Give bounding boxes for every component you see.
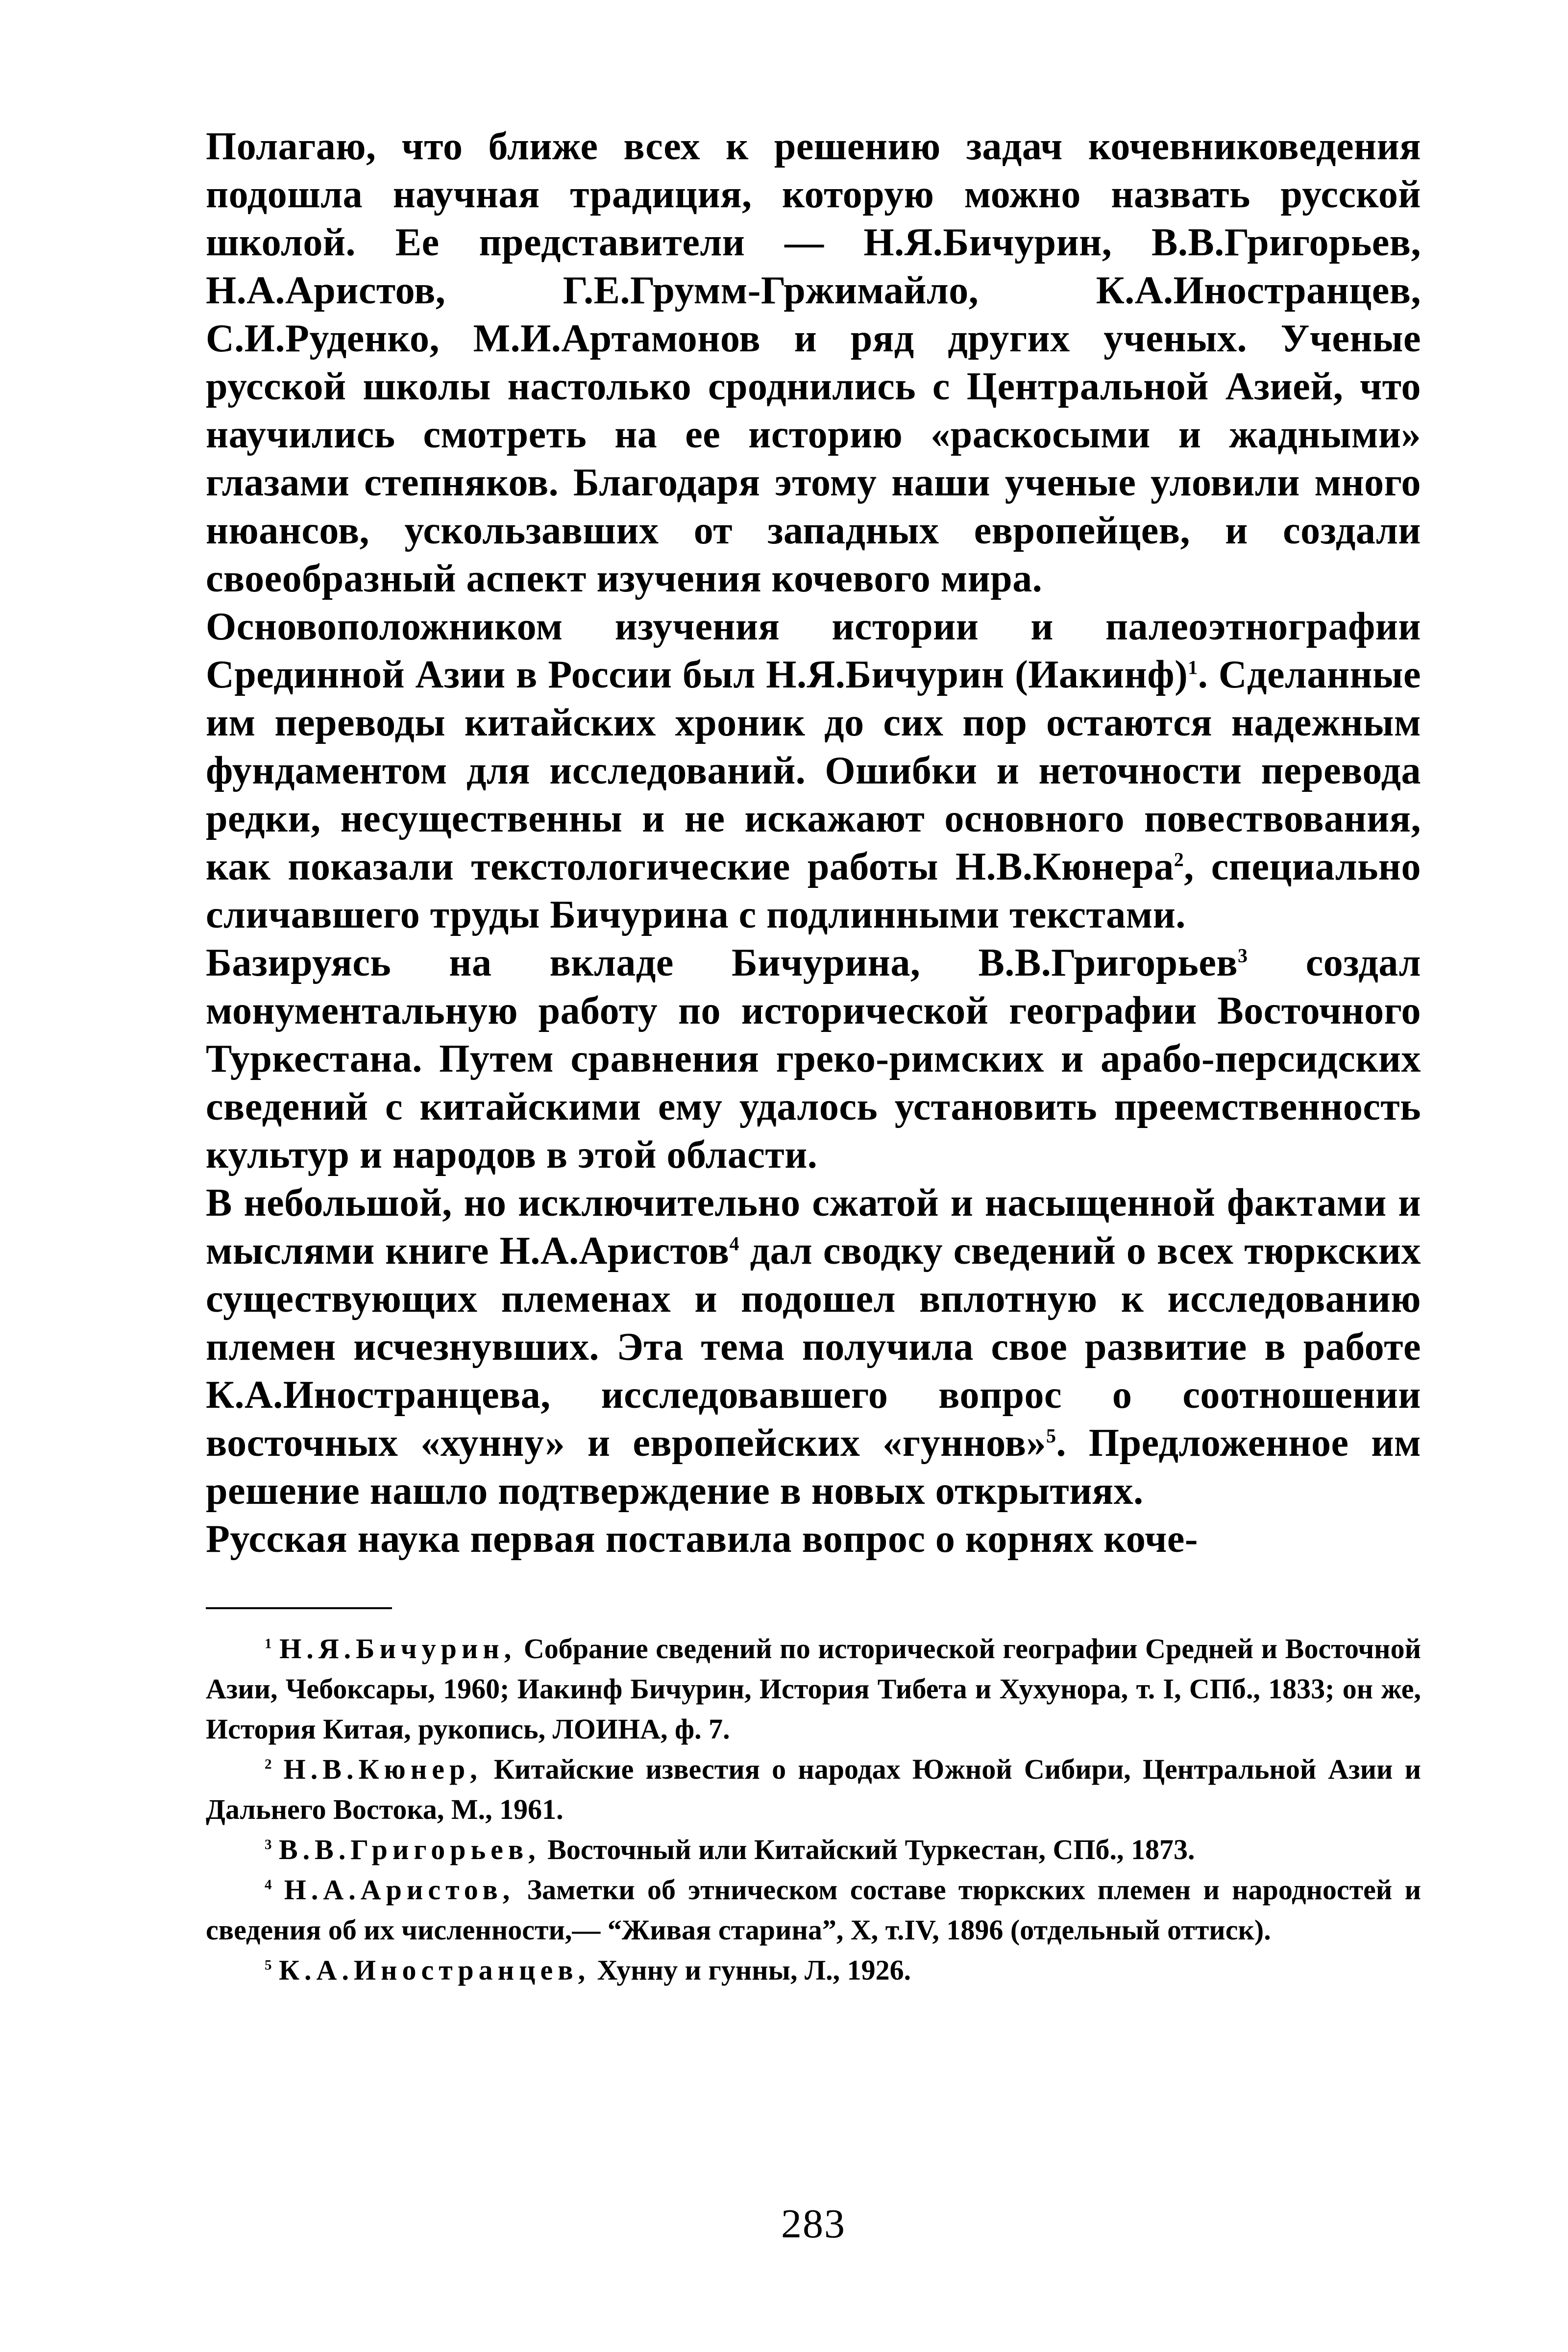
paragraph-2-end: , специально сличавшего труды Бичурина с подлинными текстами. (206, 845, 1421, 936)
footnote-2-author: Н.В.Кюнер, (283, 1753, 482, 1785)
paragraph-4-end: . Предложенное им решение нашло подтверждение в новых открытиях. (206, 1421, 1421, 1513)
footnote-4-mark: 4 (265, 1877, 272, 1893)
footnotes (206, 1629, 1421, 1990)
footnote-4-author: Н.А.Аристов, (284, 1874, 515, 1906)
footnote-ref-4: 4 (729, 1232, 739, 1255)
paragraph-5 (206, 1515, 1421, 1563)
footnote-1-text: Собрание сведений по исторической географии Средней и Восточной Азии, Чебоксары, 1960; Иакинф Бичурин, История Тибета и Хухунора, т. I, СПб., 1833; он же, История Китая, рукопись, ЛОИНА, ф. 7. (206, 1633, 1421, 1745)
footnote-5-author: К.А.Иностранцев, (279, 1954, 590, 1986)
paragraph-1-text: Полагаю, что ближе всех к решению задач кочевниковедения подошла научная традиция, которую можно назвать русской школой. Ее представители — Н.Я.Бичурин, В.В.Григорьев, Н.А.Аристов, Г.Е.Грумм-Гржимайло, К.А.Иностранцев, С.И.Руденко, М.И.Артамонов и ряд других ученых. Ученые русской школы настолько сроднились с Центральной Азией, что научились смотреть на ее историю «раскосыми и жадными» глазами степняков. Благодаря этому наши ученые уловили много нюансов, ускользавших от западных европейцев, и создали своеобразный аспект изучения кочевого мира. (206, 125, 1421, 600)
footnote-ref-1: 1 (1188, 656, 1198, 679)
footnote-separator (206, 1607, 392, 1609)
paragraph-3 (206, 939, 1421, 1179)
paragraph-2: Основоположником изучения истории и палеоэтнографии Срединной Азии в России был Н.Я.Бичурин (Иакинф)$^1$. Сделанные им переводы китайских хроник до сих пор остаются надежным фундаментом для исследований. Ошибки и неточности перевода редки, несущественны и не искажают основного повествования, как показали текстологические работы Н.В.Кюнера$^2$, специально сличавшего труды Бичурина с подлинными текстами. (206, 605, 1421, 936)
footnote-ref-3: 3 (1238, 944, 1248, 967)
paragraph-3-text: Базируясь на вкладе Бичурина, В.В.Григорьев (206, 941, 1238, 984)
paragraph-4 (206, 1179, 1421, 1515)
paragraph-4-text: В небольшой, но исключительно сжатой и насыщенной фактами и мыслями книге Н.А.Аристов (206, 1181, 1421, 1273)
footnote-1-mark: 1 (265, 1636, 272, 1652)
footnote-2-mark: 2 (265, 1756, 272, 1772)
footnote-3-text: Восточный или Китайский Туркестан, СПб., 1873. (540, 1834, 1195, 1865)
footnote-4-text: Заметки об этническом составе тюркских племен и народностей и сведения об их численности,— “Живая старина”, X, т.IV, 1896 (отдельный оттиск). (206, 1874, 1421, 1946)
footnote-4 (206, 1870, 1421, 1950)
footnote-ref-2: 2 (1174, 848, 1184, 871)
paragraph-4-cont: дал сводку сведений о всех тюркских существующих племенах и подошел вплотную к исследованию племен исчезнувших. Эта тема получила свое развитие в работе К.А.Иностранцева, исследовавшего вопрос о соотношении восточных «хунну» и европейских «гуннов» (206, 1229, 1421, 1465)
main-text (206, 122, 1421, 1563)
footnote-ref-5: 5 (1046, 1424, 1056, 1447)
paragraph-5-text: Русская наука первая поставила вопрос о корнях коче- (206, 1518, 1199, 1561)
paragraph-3-cont: создал монументальную работу по исторической географии Восточного Туркестана. Путем сравнения греко-римских и арабо-персидских сведений с китайскими ему удалось установить преемственность культур и народов в этой области. (206, 941, 1421, 1176)
paragraph-2-text: Основоположником изучения истории и палеоэтнографии Срединной Азии в России был Н.Я.Бичурин (Иакинф) (206, 605, 1421, 696)
footnote-2 (206, 1749, 1421, 1830)
footnote-5 (206, 1950, 1421, 1990)
page-number: 283 (781, 2201, 846, 2247)
paragraph-1 (206, 122, 1421, 603)
footnote-2-text: Китайские известия о народах Южной Сибири, Центральной Азии и Дальнего Востока, М., 1961. (206, 1753, 1421, 1825)
footnote-5-text: Хунну и гунны, Л., 1926. (590, 1954, 911, 1986)
book-page (206, 122, 1421, 2328)
paragraph-2-cont: Сделанные им переводы китайских хроник до сих пор остаются надежным фундаментом для исследований. Ошибки и неточности перевода редки, несущественны и не искажают основного повествования, как показали текстологические работы Н.В.Кюнера (206, 653, 1421, 888)
footnote-3-author: В.В.Григорьев, (279, 1834, 540, 1865)
footnote-1 (206, 1629, 1421, 1749)
footnote-3-mark: 3 (265, 1837, 272, 1853)
footnote-1-author: Н.Я.Бичурин, (279, 1633, 516, 1665)
footnote-3 (206, 1830, 1421, 1870)
footnote-5-mark: 5 (265, 1957, 272, 1973)
